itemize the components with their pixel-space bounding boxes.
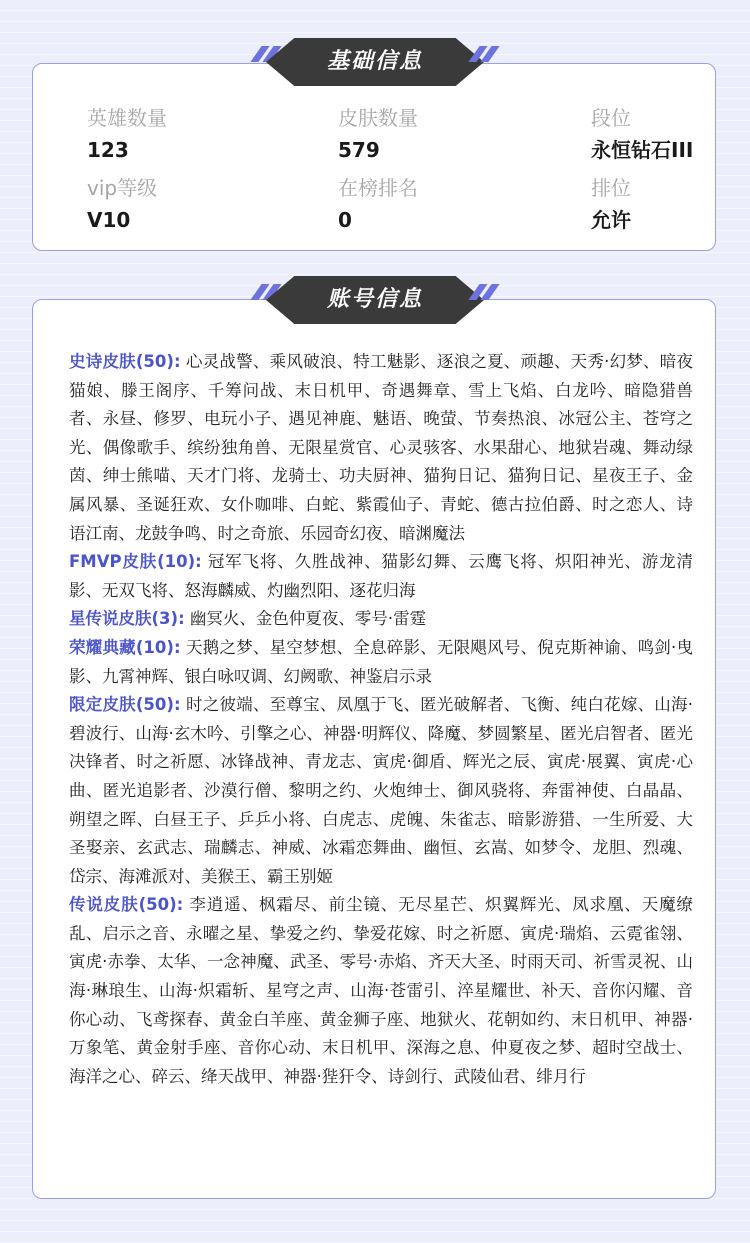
skin-category-star-legend — [69, 605, 693, 634]
skin-category-fmvp — [69, 548, 693, 605]
vip-level-item — [87, 174, 157, 234]
rank-tier-value: 永恒钻石III — [591, 138, 694, 162]
hero-count-value: 123 — [87, 138, 129, 162]
category-title: 星传说皮肤(3): — [69, 609, 185, 629]
category-title: 荣耀典藏(10): — [69, 637, 181, 657]
category-content: 冠军飞将、久胜战神、猫影幻舞、云鹰飞将、炽阳神光、游龙清影、无双飞将、怒海麟威、灼幽烈阳、逐花归海 — [69, 552, 693, 600]
skin-category-list — [69, 348, 693, 1091]
hero-count-item — [87, 104, 167, 164]
leaderboard-rank-label: 在榜排名 — [338, 176, 418, 200]
skin-count-value: 579 — [338, 138, 380, 162]
account-info-card — [32, 299, 716, 1199]
category-content: 幽冥火、金色仲夏夜、零号·雷霆 — [189, 609, 427, 629]
category-title: 史诗皮肤(50): — [69, 352, 181, 371]
category-content: 李逍遥、枫霜尽、前尘镜、无尽星芒、炽翼辉光、凤求凰、天魔缭乱、启示之音、永曜之星、挚爱之约、挚爱花嫁、时之祈愿、寅虎·瑞焰、云霓雀翎、寅虎·赤拳、太华、一念神魔、武圣、零号·赤焰、齐天大圣、时雨天司、祈雪灵祝、山海·琳琅生、山海·炽霜斩、星穹之声、山海·苍雷引、淬星耀世、补天、音你闪耀、音你心动、飞鸢探春、黄金白羊座、黄金狮子座、地狱火、花朝如约、末日机甲、神器·万象笔、黄金射手座、音你心动、末日机甲、深海之息、仲夏夜之梦、超时空战士、海洋之心、碎云、绛天战甲、神器·狴犴令、诗剑行、武陵仙君、绯月行 — [69, 895, 694, 1086]
skin-count-label: 皮肤数量 — [338, 106, 418, 130]
skin-count-item — [338, 104, 418, 164]
rank-tier-item — [591, 104, 693, 164]
skin-category-epic — [69, 348, 693, 548]
skin-category-legend — [69, 891, 693, 1091]
skin-category-limited — [69, 691, 693, 891]
category-title: 限定皮肤(50): — [69, 695, 181, 715]
skin-category-glory-collection — [69, 634, 693, 691]
category-title: FMVP皮肤(10): — [69, 552, 202, 572]
basic-info-card — [32, 63, 716, 251]
category-content: 心灵战警、乘风破浪、特工魅影、逐浪之夏、顽趣、天秀·幻梦、暗夜猫娘、滕王阁序、千筹问战、末日机甲、奇遇舞章、雪上飞焰、白龙吟、暗隐猎兽者、永昼、修罗、电玩小子、遇见神鹿、魅语、晚萤、节奏热浪、冰冠公主、苍穹之光、偶像歌手、缤纷独角兽、无限星赏官、心灵骇客、水果甜心、地狱岩魂、舞动绿茵、绅士熊喵、天才门将、龙骑士、功夫厨神、猫狗日记、猫狗日记、星夜王子、金属风暴、圣诞狂欢、女仆咖啡、白蛇、紫霞仙子、青蛇、德古拉伯爵、时之恋人、诗语江南、龙鼓争鸣、时之奇旅、乐园奇幻夜、暗渊魔法 — [69, 352, 693, 543]
vip-level-label: vip等级 — [87, 176, 158, 200]
category-content: 天鹅之梦、星空梦想、全息碎影、无限飓风号、倪克斯神谕、鸣剑·曳影、九霄神辉、银白咏叹调、幻阙歌、神鉴启示录 — [69, 637, 693, 686]
rank-tier-label: 段位 — [591, 106, 631, 130]
hero-count-label: 英雄数量 — [87, 106, 167, 130]
account-info-title: 账号信息 — [326, 287, 423, 312]
category-title: 传说皮肤(50): — [69, 895, 184, 915]
basic-info-banner — [248, 38, 502, 86]
vip-level-value: V10 — [87, 208, 131, 232]
account-info-banner — [248, 276, 502, 324]
ranked-status-label: 排位 — [591, 176, 631, 200]
ranked-status-value: 允许 — [591, 208, 631, 232]
ranked-status-item — [591, 174, 631, 234]
leaderboard-rank-item — [338, 174, 418, 234]
category-content: 时之彼端、至尊宝、凤凰于飞、匿光破解者、飞衡、纯白花嫁、山海·碧波行、山海·玄木吟、引擎之心、神器·明辉仪、降魔、梦圆繁星、匿光启智者、匿光决锋者、时之祈愿、冰锋战神、青龙志、寅虎·御盾、辉光之辰、寅虎·展翼、寅虎·心曲、匿光追影者、沙漠行僧、黎明之约、火炮绅士、御风骁将、奔雷神使、白晶晶、朔望之晖、白昼王子、乒乒小将、白虎志、虎魄、朱雀志、暗影游猎、一生所爱、大圣娶亲、玄武志、瑞麟志、神威、冰霜恋舞曲、幽恒、玄嵩、如梦令、龙胆、烈魂、岱宗、海滩派对、美猴王、霸王别姬 — [69, 695, 693, 886]
leaderboard-rank-value: 0 — [338, 208, 352, 232]
basic-info-title: 基础信息 — [326, 49, 423, 74]
